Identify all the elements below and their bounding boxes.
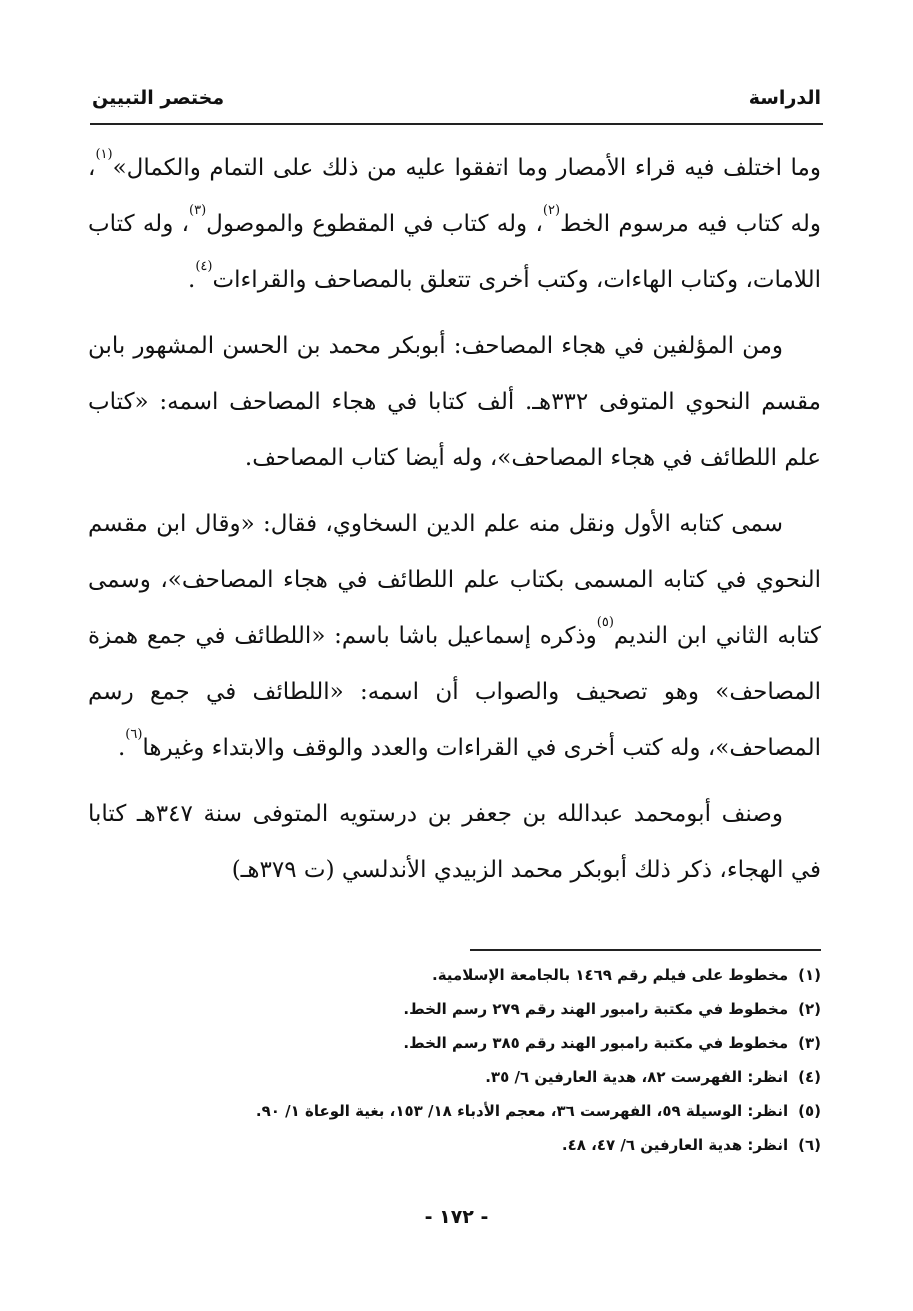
footnote — [92, 1060, 821, 1094]
footnote-number: (٣) — [798, 1034, 821, 1052]
footnote — [92, 992, 821, 1026]
footnote-text: انظر: هدية العارفين ٦/ ٤٧، ٤٨. — [561, 1136, 789, 1154]
paragraph: ومن المؤلفين في هجاء المصاحف: أبوبكر محمد بن الحسن المشهور بابن مقسم النحوي المتوفى ٣٣٢هـ. ألف كتابا في هجاء المصاحف اسمه: «كتاب علم اللطائف في هجاء المصاحف»، وله أيضا كتاب المصاحف. — [88, 333, 822, 471]
footnotes — [92, 958, 821, 1162]
footnote-rule — [470, 949, 821, 951]
footnote-ref[interactable]: (٦) — [125, 727, 143, 742]
header-rule — [90, 123, 823, 125]
footnote-text: مخطوط على فيلم رقم ١٤٦٩ بالجامعة الإسلامية. — [432, 966, 789, 984]
footnote-number: (٥) — [798, 1102, 821, 1120]
section-title: الدراسة — [748, 87, 821, 109]
footnote-number: (١) — [798, 966, 821, 984]
footnote-text: مخطوط في مكتبة رامبور الهند رقم ٢٧٩ رسم الخط. — [403, 1000, 789, 1018]
page-number: - ١٧٢ - — [424, 1206, 489, 1228]
book-title: مختصر التبيين — [92, 87, 225, 109]
footnote-ref[interactable]: (٢) — [542, 203, 561, 218]
footnote-ref[interactable]: (٥) — [596, 615, 614, 630]
footnote — [92, 1026, 821, 1060]
footnote-number: (٢) — [798, 1000, 821, 1018]
footnote-text: انظر: الفهرست ٨٢، هدية العارفين ٦/ ٣٥. — [485, 1068, 789, 1086]
footnote — [92, 958, 821, 992]
body-text — [88, 140, 821, 898]
footnote-text: مخطوط في مكتبة رامبور الهند رقم ٣٨٥ رسم الخط. — [403, 1034, 789, 1052]
footnote-ref[interactable]: (٤) — [195, 259, 213, 274]
paragraph: سمى كتابه الأول ونقل منه علم الدين السخاوي، فقال: «وقال ابن مقسم النحوي في كتابه المسمى بكتاب علم اللطائف في هجاء المصاحف»، وسمى كتابه الثاني ابن النديم$^{(٥)}$وذكره إسماعيل باشا باسم: «اللطائف في جمع همزة المصاحف» وهو تصحيف والصواب أن اسمه: «اللطائف في جمع رسم المصاحف»، وله كتب أخرى في القراءات والعدد والوقف والابتداء وغيرها$^{(٦)}$. — [88, 511, 821, 761]
footnote — [92, 1094, 821, 1128]
footnote-number: (٤) — [798, 1068, 821, 1086]
footnote-ref[interactable]: (١) — [95, 147, 113, 162]
running-header — [92, 82, 821, 114]
paragraph: وصنف أبومحمد عبدالله بن جعفر بن درستويه المتوفى سنة ٣٤٧هـ كتابا في الهجاء، ذكر ذلك أبوبكر محمد الزبيدي الأندلسي (ت ٣٧٩هـ) — [88, 801, 821, 883]
footnote-number: (٦) — [798, 1136, 821, 1154]
paragraph: وما اختلف فيه قراء الأمصار وما اتفقوا عليه من ذلك على التمام والكمال»$^{(١)}$، وله كتاب فيه مرسوم الخط$^{(٢)}$، وله كتاب في المقطوع والموصول$^{(٣)}$، وله كتاب اللامات، وكتاب الهاءات، وكتب أخرى تتعلق بالمصاحف والقراءات$^{(٤)}$. — [88, 147, 821, 293]
footnote — [92, 1128, 821, 1162]
footnote-text: انظر: الوسيلة ٥٩، الفهرست ٣٦، معجم الأدباء ١٨/ ١٥٣، بغية الوعاة ١/ ٩٠. — [255, 1102, 789, 1120]
footnote-ref[interactable]: (٣) — [189, 203, 207, 218]
